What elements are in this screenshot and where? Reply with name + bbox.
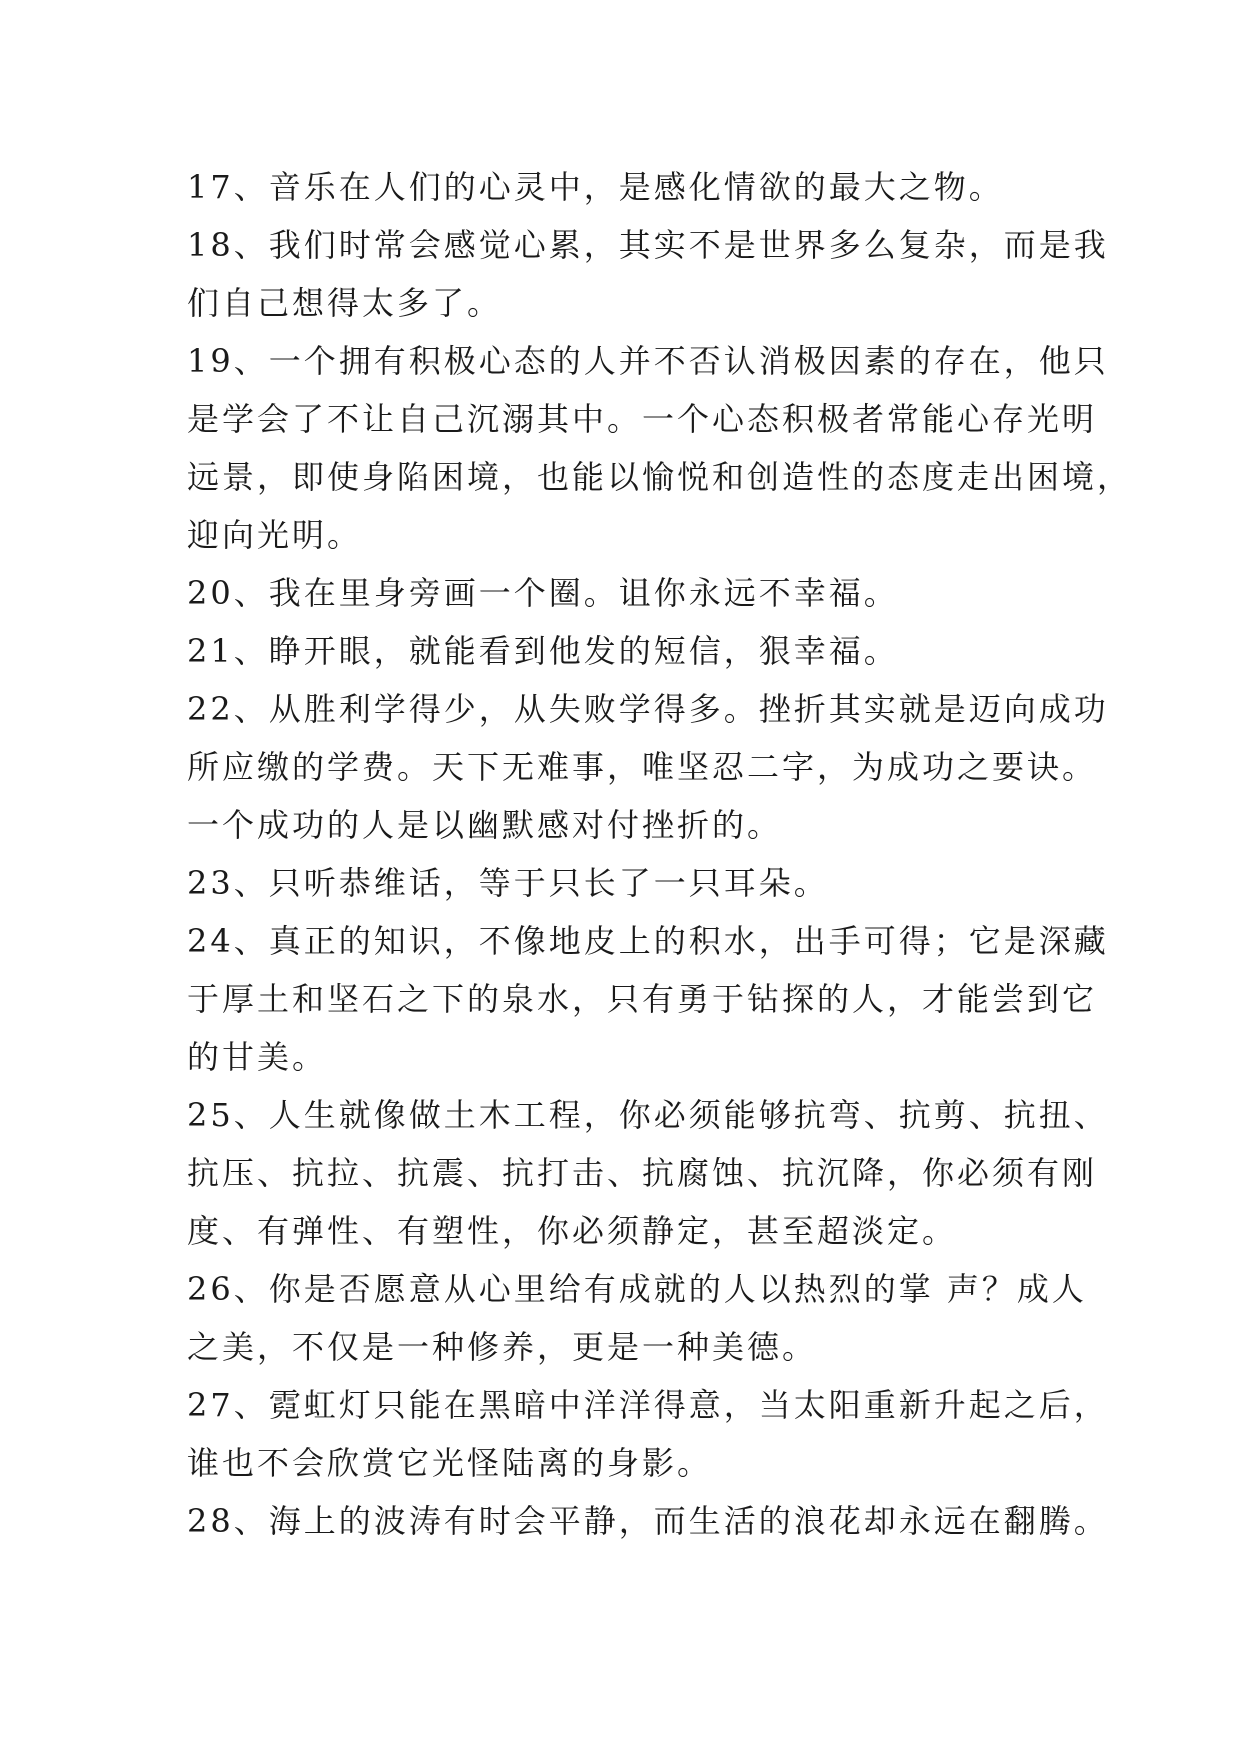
quote-line: 25、人生就像做土木工程，你必须能够抗弯、抗剪、抗扭、 xyxy=(187,1096,1109,1134)
quote-line: 18、我们时常会感觉心累，其实不是世界多么复杂，而是我 xyxy=(187,226,1109,264)
quote-line: 24、真正的知识，不像地皮上的积水，出手可得；它是深藏 xyxy=(187,922,1109,960)
quote-line: 们自己想得太多了。 xyxy=(187,284,503,322)
quote-item xyxy=(187,158,1067,216)
quote-line: 于厚土和坚石之下的泉水，只有勇于钻探的人，才能尝到它 xyxy=(187,980,1098,1018)
quote-item xyxy=(187,564,1067,622)
quote-line: 所应缴的学费。天下无难事，唯坚忍二字，为成功之要诀。 xyxy=(187,748,1098,786)
quote-item xyxy=(187,1086,1109,1260)
document-body xyxy=(187,158,1133,1550)
quote-line: 27、霓虹灯只能在黑暗中洋洋得意，当太阳重新升起之后， xyxy=(187,1386,1109,1424)
quote-line: 度、有弹性、有塑性，你必须静定，甚至超淡定。 xyxy=(187,1212,958,1250)
quote-line: 之美，不仅是一种修养，更是一种美德。 xyxy=(187,1328,818,1366)
quote-item xyxy=(187,680,1109,854)
quote-item xyxy=(187,1492,1109,1550)
quote-item xyxy=(187,216,1109,332)
quote-line: 的甘美。 xyxy=(187,1038,328,1076)
quote-line: 23、只听恭维话，等于只长了一只耳朵。 xyxy=(187,864,829,902)
quote-item xyxy=(187,912,1109,1086)
quote-line: 19、一个拥有积极心态的人并不否认消极因素的存在，他只 xyxy=(187,342,1109,380)
quote-line: 谁也不会欣赏它光怪陆离的身影。 xyxy=(187,1444,713,1482)
quote-item xyxy=(187,622,1067,680)
quote-line: 21、睁开眼，就能看到他发的短信，狠幸福。 xyxy=(187,632,899,670)
quote-item xyxy=(187,854,1067,912)
quote-item xyxy=(187,1376,1109,1492)
quote-item xyxy=(187,332,1133,564)
quote-line: 迎向光明。 xyxy=(187,516,363,554)
quote-line: 20、我在里身旁画一个圈。诅你永远不幸福。 xyxy=(187,574,899,612)
quote-item xyxy=(187,1260,1087,1376)
quote-line: 是学会了不让自己沉溺其中。一个心态积极者常能心存光明 xyxy=(187,400,1098,438)
quote-line: 抗压、抗拉、抗震、抗打击、抗腐蚀、抗沉降，你必须有刚 xyxy=(187,1154,1098,1192)
quote-line: 一个成功的人是以幽默感对付挫折的。 xyxy=(187,806,783,844)
quote-line: 28、海上的波涛有时会平静，而生活的浪花却永远在翻腾。 xyxy=(187,1502,1109,1540)
quote-line: 22、从胜利学得少，从失败学得多。挫折其实就是迈向成功 xyxy=(187,690,1109,728)
quote-line: 26、你是否愿意从心里给有成就的人以热烈的掌 声？成人 xyxy=(187,1270,1087,1308)
quote-line: 远景，即使身陷困境，也能以愉悦和创造性的态度走出困境， xyxy=(187,458,1133,496)
quote-line: 17、音乐在人们的心灵中，是感化情欲的最大之物。 xyxy=(187,168,1004,206)
